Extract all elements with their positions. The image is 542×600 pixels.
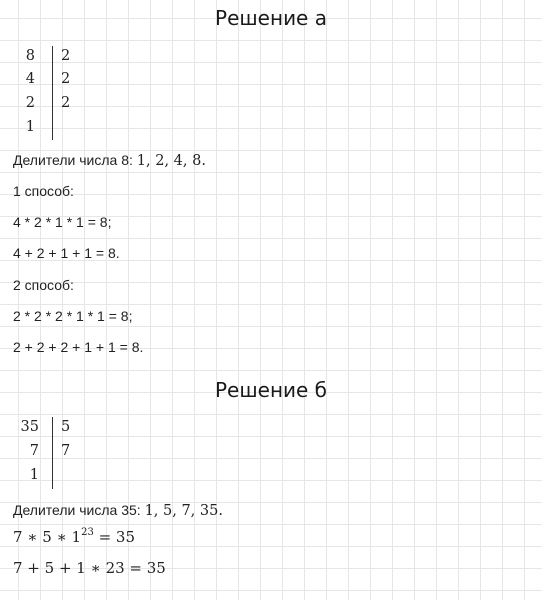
method-1-label: 1 способ: bbox=[13, 183, 74, 199]
method-1-equation-1: 4 * 2 * 1 * 1 = 8; bbox=[13, 214, 112, 230]
factor-divisor: 7 bbox=[61, 443, 71, 459]
equation-exponent: 23 bbox=[81, 527, 94, 538]
equation-sum-b: 7 + 5 + 1 ∗ 23 = 35 bbox=[13, 559, 166, 577]
method-2-label: 2 способ: bbox=[13, 277, 74, 293]
factor-divisor: 2 bbox=[61, 48, 71, 64]
method-1-equation-2: 4 + 2 + 1 + 1 = 8. bbox=[13, 245, 120, 261]
factor-number: 1 bbox=[29, 467, 39, 483]
method-2-equation-1: 2 * 2 * 2 * 1 * 1 = 8; bbox=[13, 308, 133, 324]
divisors-value: 1, 5, 7, 35. bbox=[144, 503, 223, 519]
divisors-line-b bbox=[13, 502, 223, 519]
equation-base: 7 ∗ 5 ∗ 1 bbox=[13, 528, 82, 546]
factor-divisor: 5 bbox=[61, 419, 71, 435]
divisors-value: 1, 2, 4, 8. bbox=[136, 153, 206, 169]
factorization-table-a bbox=[13, 46, 93, 141]
equation-product-b bbox=[13, 528, 135, 546]
factor-divisor: 2 bbox=[61, 95, 71, 111]
factor-number: 2 bbox=[25, 95, 35, 111]
factor-number: 35 bbox=[20, 419, 39, 435]
factor-divisor: 2 bbox=[61, 71, 71, 87]
factor-number: 4 bbox=[25, 71, 35, 87]
heading-solution-a: Решение а bbox=[215, 6, 327, 30]
factor-number: 7 bbox=[29, 443, 39, 459]
factorization-divider bbox=[52, 417, 53, 489]
divisors-label: Делители числа 35: bbox=[13, 502, 145, 518]
divisors-line-a bbox=[13, 152, 206, 169]
divisors-label: Делители числа 8: bbox=[13, 152, 137, 168]
factor-number: 1 bbox=[25, 119, 35, 135]
factor-number: 8 bbox=[25, 48, 35, 64]
heading-solution-b: Решение б bbox=[214, 378, 328, 402]
factorization-divider bbox=[52, 46, 53, 140]
method-2-equation-2: 2 + 2 + 2 + 1 + 1 = 8. bbox=[13, 339, 144, 355]
factorization-table-b bbox=[13, 417, 93, 489]
equation-result: = 35 bbox=[93, 528, 136, 546]
